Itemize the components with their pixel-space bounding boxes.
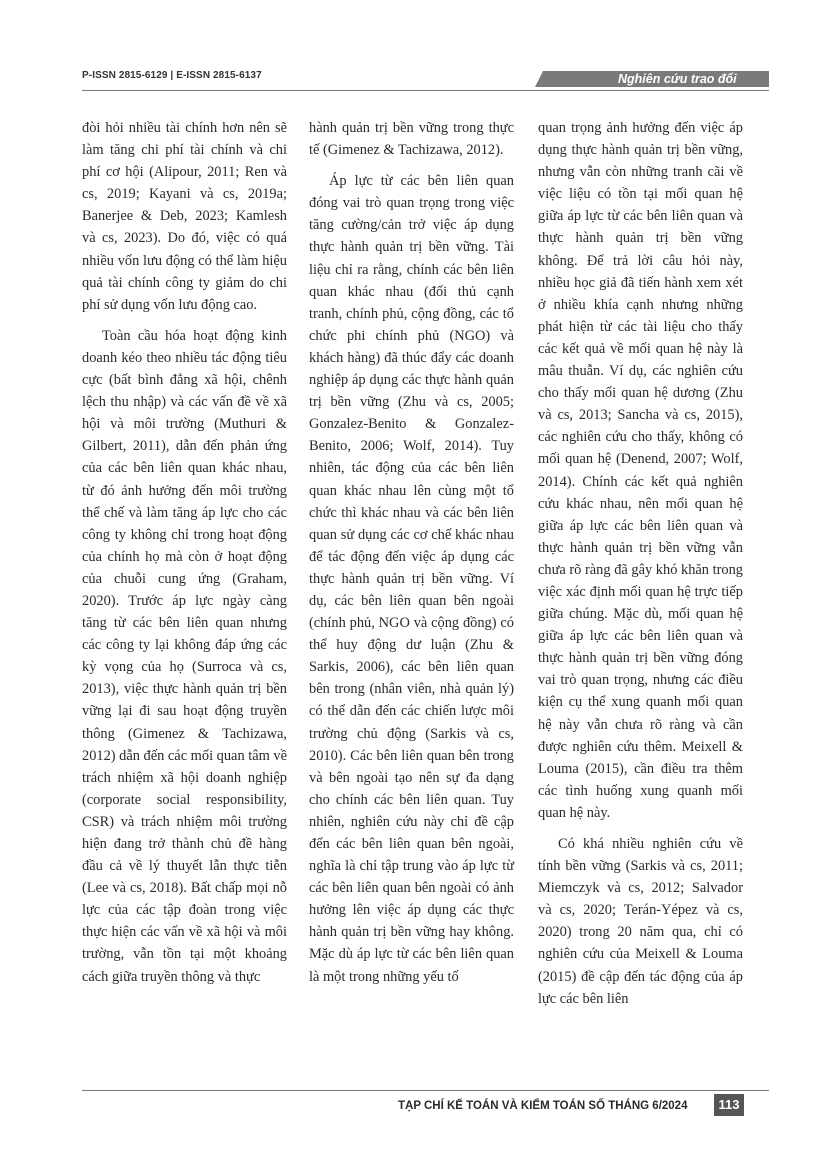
paragraph: Có khá nhiều nghiên cứu về tính bền vững (Sarkis và cs, 2011; Miemczyk và cs, 2012; Salvador và cs, 2020; Terán-Yépez và cs, 2020) trong 20 năm qua, chỉ có nghiên cứu của Meixell & Louma (2015) đề cập đến tác động của áp lực các bên liên <box>538 836 743 1007</box>
footer-rule <box>82 1090 769 1091</box>
paragraph: quan trọng ảnh hưởng đến việc áp dụng thực hành quản trị bền vững, nhưng vẫn còn những tranh cãi về việc liệu có tồn tại mối quan hệ giữa áp lực từ các bên liên quan và thực hành quản trị bền vững không. Để trả lời câu hỏi này, nhiều học giả đã tiến hành xem xét ở nhiều khía cạnh nhưng những phát hiện từ các tài liệu cho thấy các kết quả về mối quan hệ này là mâu thuẫn. Ví dụ, các nghiên cứu cho thấy mối quan hệ dương (Zhu và cs, 2013; Sancha và cs, 2015), các nghiên cứu cho thấy, không có mối quan hệ (Denend, 2007; Wolf, 2014). Chính các kết quả nghiên cứu khác nhau, nên mối quan hệ giữa áp lực các bên liên quan và thực hành quản trị bền vững vẫn chưa rõ ràng đã gây khó khăn trong việc xác định mối quan hệ trực tiếp giữa chúng. Mặc dù, mối quan hệ giữa áp lực các bên liên quan và thực hành quản trị bền vững đóng vai trò quan trọng, nhưng các điều kiện cụ thể xung quanh mối quan hệ này vẫn chưa rõ ràng và cần được nghiên cứu thêm. Meixell & Louma (2015), cần điều tra thêm các tình huống xung quanh mối quan hệ này. <box>538 120 743 821</box>
paragraph: Toàn cầu hóa hoạt động kinh doanh kéo theo nhiều tác động tiêu cực (bất bình đẳng xã hội, chênh lệch thu nhập) và các vấn đề về xã hội và môi trường (Muthuri & Gilbert, 2011), dẫn đến phản ứng của các bên liên quan khác nhau, từ đó ảnh hưởng đến môi trường thể chế và làm tăng áp lực cho các công ty không chỉ trong hoạt động của chính họ mà còn ở hoạt động của chuỗi cung ứng (Graham, 2020). Trước áp lực ngày càng tăng từ các bên liên quan nhưng các công ty lại không đáp ứng các kỳ vọng của họ (Surroca và cs, 2013), việc thực hành quản trị bền vững lại đi sau hoạt động truyền thông (Gimenez & Tachizawa, 2012) dẫn đến các mối quan tâm về trách nhiệm xã hội doanh nghiệp (corporate social responsibility, CSR) và trách nhiệm môi trường hiện đang trở thành chủ đề hàng đầu cả về lý thuyết lẫn thực tiễn (Lee và cs, 2018). Bất chấp mọi nỗ lực của các tập đoàn trong việc thực hiện các vấn về xã hội và môi trường, vẫn tồn tại một khoảng cách giữa truyền thông và thực <box>82 327 287 985</box>
journal-name: TẠP CHÍ KẾ TOÁN VÀ KIỂM TOÁN SỐ THÁNG 6/2024 <box>398 1100 688 1112</box>
section-title: Nghiên cứu trao đổi <box>618 72 737 86</box>
paragraph: đòi hỏi nhiều tài chính hơn nên sẽ làm tăng chi phí tài chính và chi phí cơ hội (Alipour, 2011; Ren và cs, 2019; Kayani và cs, 2019a; Banerjee & Deb, 2023; Kamlesh và cs, 2023). Do đó, việc có quá nhiều vốn lưu động có thể làm hiệu quả tài chính công ty giảm do chi phí sử dụng vốn lưu động cao. <box>82 120 287 313</box>
page-number: 113 <box>714 1094 744 1116</box>
paragraph: hành quản trị bền vững trong thực tế (Gimenez & Tachizawa, 2012). <box>309 120 514 159</box>
issn-line: P-ISSN 2815-6129 | E-ISSN 2815-6137 <box>82 70 262 81</box>
text-column-2 <box>309 117 514 1067</box>
text-column-3 <box>538 117 743 1067</box>
text-column-1 <box>82 117 287 1067</box>
paragraph: Áp lực từ các bên liên quan đóng vai trò quan trọng trong việc tăng cường/cản trở việc áp dụng thực hành quản trị bền vững. Tài liệu chỉ ra rằng, chính các bên liên quan khác nhau (đối thủ cạnh tranh, chính phủ, cộng đồng, các tổ chức phi chính phủ (NGO) và khách hàng) đã thúc đẩy các doanh nghiệp áp dụng các thực hành quản trị bền vững (Zhu và cs, 2005; Gonzalez-Benito & Gonzalez-Benito, 2006; Wolf, 2014). Tuy nhiên, tác động của các bên liên quan khác nhau lên cùng một tổ chức thì khác nhau và các bên liên quan sử dụng các cơ chế khác nhau để tác động đến việc áp dụng các thực hành quản trị bền vững. Ví dụ, các bên liên quan bên ngoài (chính phủ, NGO và cộng đồng) có thể huy động dư luận (Zhu & Sarkis, 2006), các bên liên quan bên trong (nhân viên, nhà quản lý) có thể dẫn đến các chiến lược môi trường chủ động (Sarkis và cs, 2010). Các bên liên quan bên trong và bên ngoài tạo nên sự đa dạng cho chính các bên liên quan. Tuy nhiên, nghiên cứu này chỉ đề cập đến các bên liên quan bên ngoài, nghĩa là chỉ tập trung vào áp lực từ các bên liên quan bên ngoài có ảnh hưởng lên việc áp dụng các thực hành quản trị bền vững hay không. Mặc dù áp lực từ các bên liên quan là một trong những yếu tố <box>309 173 514 985</box>
header-rule <box>82 90 769 91</box>
